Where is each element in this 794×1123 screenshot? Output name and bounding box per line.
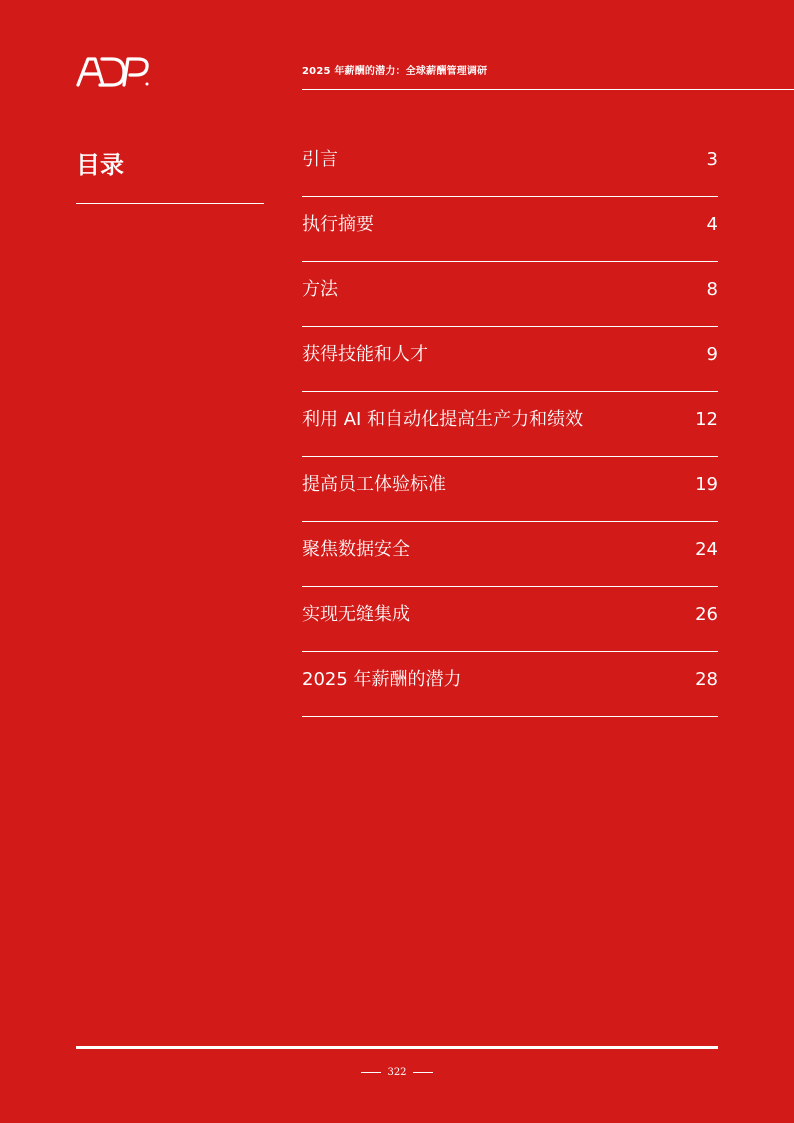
- toc-entry-methodology[interactable]: [302, 262, 718, 327]
- toc-entry-executive-summary[interactable]: [302, 197, 718, 262]
- toc-entry-title: 利用 AI 和自动化提高生产力和绩效: [302, 409, 584, 430]
- toc-entry-title: 执行摘要: [302, 214, 374, 235]
- toc-entry-page: 12: [695, 409, 718, 430]
- toc-entry-page: 19: [695, 474, 718, 495]
- toc-entry-page: 26: [695, 604, 718, 625]
- footer-divider: [76, 1046, 718, 1049]
- toc-entry-page: 24: [695, 539, 718, 560]
- page-number-dash-right: [413, 1072, 433, 1073]
- toc-entry-page: 3: [706, 149, 718, 170]
- toc-list: [302, 132, 718, 717]
- toc-heading-divider: [76, 203, 264, 204]
- document-title: 2025 年薪酬的潜力：全球薪酬管理调研: [302, 66, 488, 77]
- toc-entry-seamless-integration[interactable]: [302, 587, 718, 652]
- page-number: 322: [387, 1067, 407, 1078]
- adp-logo: [76, 54, 152, 88]
- toc-heading: 目录: [76, 151, 124, 179]
- toc-entry-title: 实现无缝集成: [302, 604, 410, 625]
- page-number-dash-left: [361, 1072, 381, 1073]
- toc-entry-title: 获得技能和人才: [302, 344, 428, 365]
- toc-entry-page: 9: [706, 344, 718, 365]
- toc-entry-page: 4: [706, 214, 718, 235]
- toc-entry-ai-automation[interactable]: [302, 392, 718, 457]
- toc-entry-page: 8: [706, 279, 718, 300]
- adp-logo-mark: [76, 54, 152, 88]
- toc-entry-title: 引言: [302, 149, 338, 170]
- toc-entry-employee-experience[interactable]: [302, 457, 718, 522]
- toc-entry-title: 提高员工体验标准: [302, 474, 446, 495]
- page-number-footer: [0, 1066, 794, 1080]
- toc-entry-title: 2025 年薪酬的潜力: [302, 669, 462, 690]
- toc-entry-introduction[interactable]: [302, 132, 718, 197]
- toc-entry-skills-talent[interactable]: [302, 327, 718, 392]
- toc-entry-data-security[interactable]: [302, 522, 718, 587]
- toc-entry-page: 28: [695, 669, 718, 690]
- header-divider: [302, 89, 794, 90]
- toc-entry-title: 聚焦数据安全: [302, 539, 410, 560]
- toc-entry-payroll-potential[interactable]: [302, 652, 718, 717]
- toc-entry-title: 方法: [302, 279, 338, 300]
